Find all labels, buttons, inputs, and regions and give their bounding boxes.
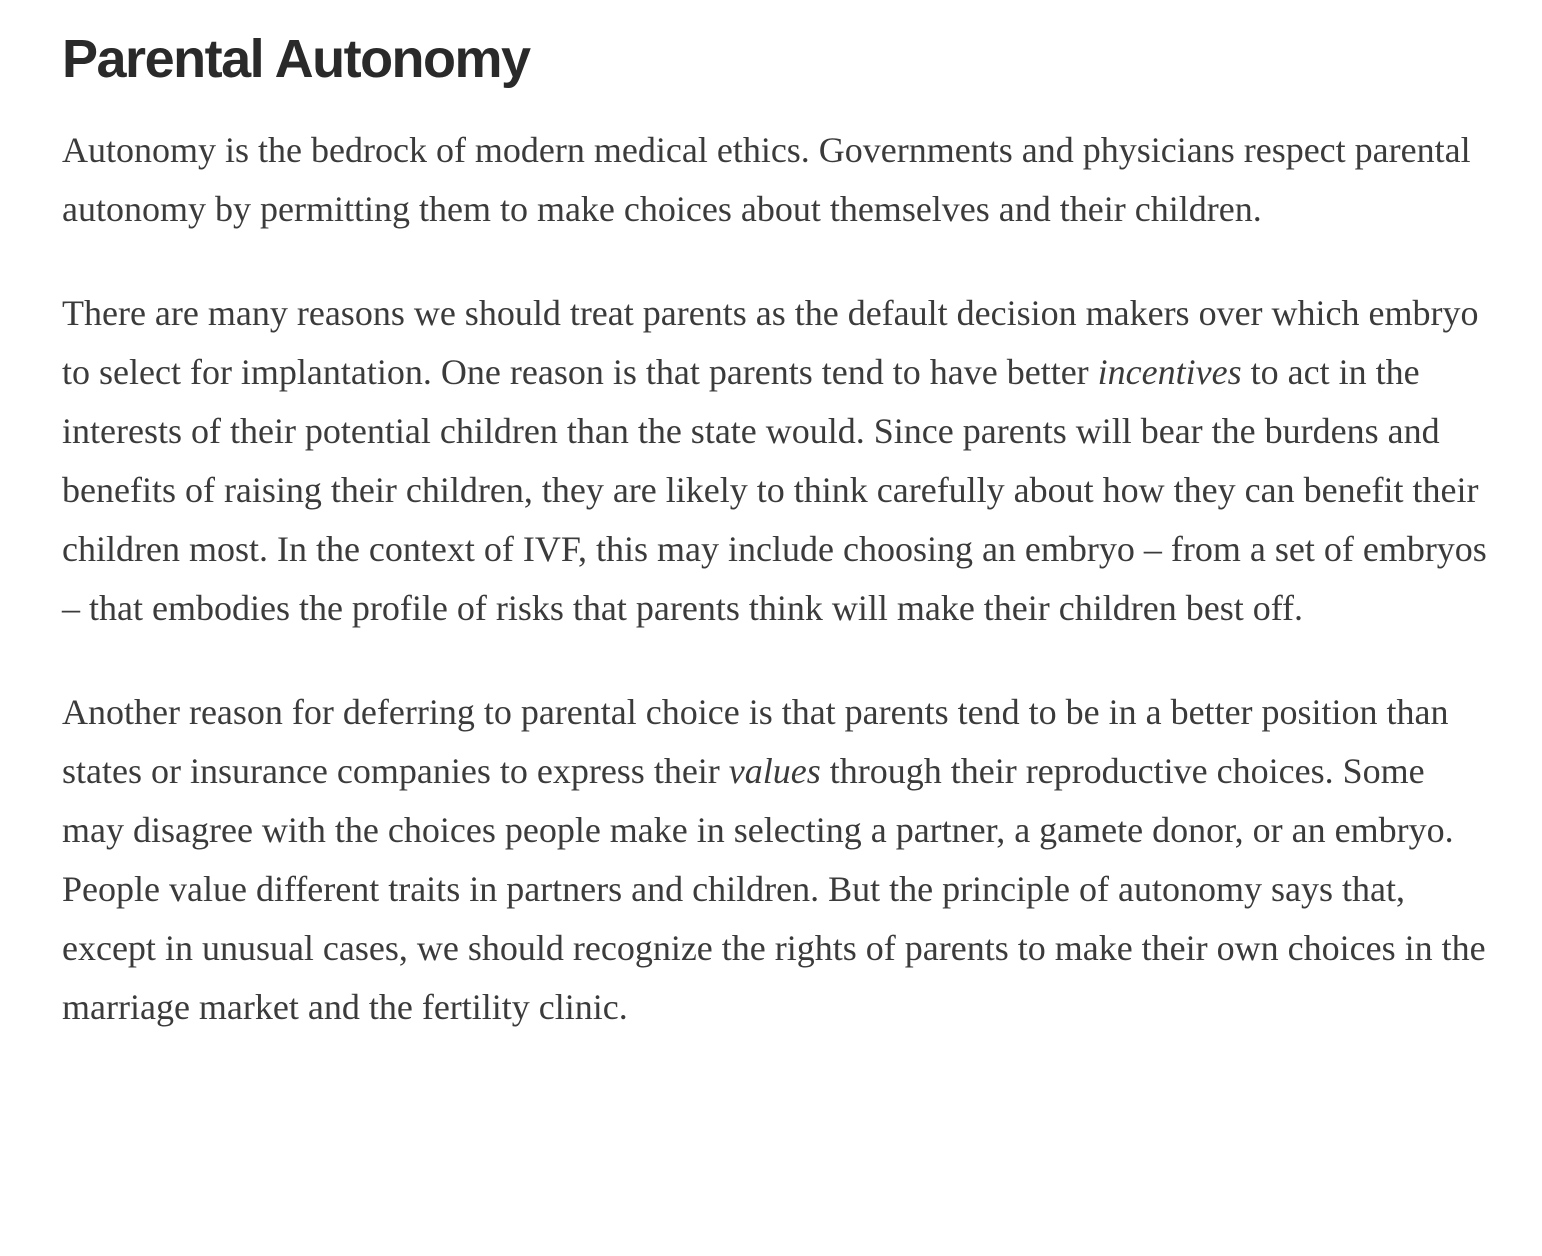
paragraph-2 xyxy=(62,284,1492,638)
body-text: Another reason for deferring to parental choice is that parents tend to be in a better position than states or insurance companies to express their xyxy=(62,692,1449,792)
body-text: to act in the interests of their potential children than the state would. Since parents will bear the burdens and benefits of raising their children, they are likely to think carefully about how they can benefit their children most. In the context of IVF, this may include choosing an embryo – from a set of embryos – that embodies the profile of risks that parents think will make their children best off. xyxy=(62,352,1487,629)
italic-text: values xyxy=(728,751,821,792)
page-title: Parental Autonomy xyxy=(62,29,530,89)
italic-text: incentives xyxy=(1097,352,1242,393)
body-text: Autonomy is the bedrock of modern medical ethics. Governments and physicians respect parental autonomy by permitting them to make choices about themselves and their children. xyxy=(62,130,1471,230)
paragraph-1 xyxy=(62,121,1492,239)
paragraph-3 xyxy=(62,683,1492,1037)
article-body xyxy=(62,121,1492,1037)
body-text: There are many reasons we should treat parents as the default decision makers over which embryo to select for implantation. One reason is that parents tend to have better xyxy=(62,293,1479,393)
body-text: through their reproductive choices. Some may disagree with the choices people make in selecting a partner, a gamete donor, or an embryo. People value different traits in partners and children. But the principle of autonomy says that, except in unusual cases, we should recognize the rights of parents to make their own choices in the marriage market and the fertility clinic. xyxy=(62,751,1486,1028)
